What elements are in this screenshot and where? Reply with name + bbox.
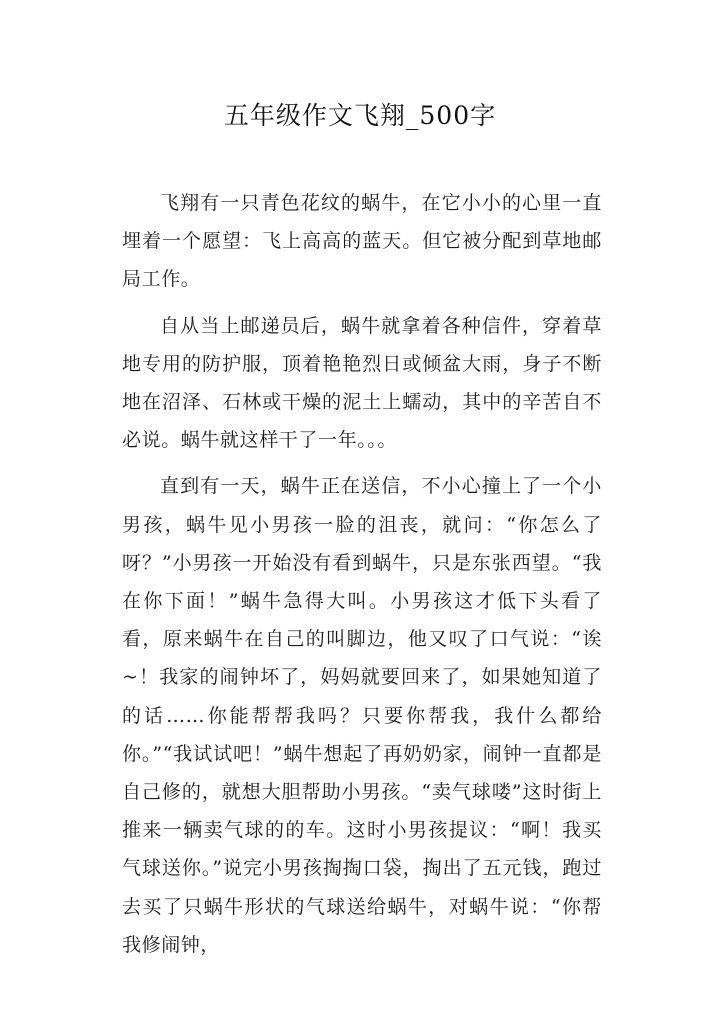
document-title: 五年级作文飞翔_500字 (223, 101, 497, 130)
paragraph: 直到有一天，蜗牛正在送信，不小心撞上了一个小男孩，蜗牛见小男孩一脸的沮丧，就问：“你怎么了呀？”小男孩一开始没有看到蜗牛，只是东张西望。“我在你下面！”蜗牛急得大叫。小男孩这才低下头看了看，原来蜗牛在自己的叫脚边，他又叹了口气说：“诶~！我家的闹钟坏了，妈妈就要回来了，如果她知道了的话……你能帮帮我吗？只要你帮我，我什么都给你。”“我试试吧！”蜗牛想起了再奶奶家，闹钟一直都是自己修的，就想大胆帮助小男孩。“卖气球喽”这时街上推来一辆卖气球的的车。这时小男孩提议：“啊！我买气球送你。”说完小男孩掏掏口袋，掏出了五元钱，跑过去买了只蜗牛形状的气球送给蜗牛，对蜗牛说：“你帮我修闹钟， (122, 475, 602, 956)
paragraph: 自从当上邮递员后，蜗牛就拿着各种信件，穿着草地专用的防护服，顶着艳艳烈日或倾盆大雨，身子不断地在沼泽、石林或干燥的泥土上蠕动，其中的辛苦自不必说。蜗牛就这样干了一年。。。 (122, 314, 602, 452)
document-body (122, 184, 602, 972)
paragraph: 飞翔有一只青色花纹的蜗牛，在它小小的心里一直埋着一个愿望：飞上高高的蓝天。但它被分配到草地邮局工作。 (122, 192, 602, 291)
